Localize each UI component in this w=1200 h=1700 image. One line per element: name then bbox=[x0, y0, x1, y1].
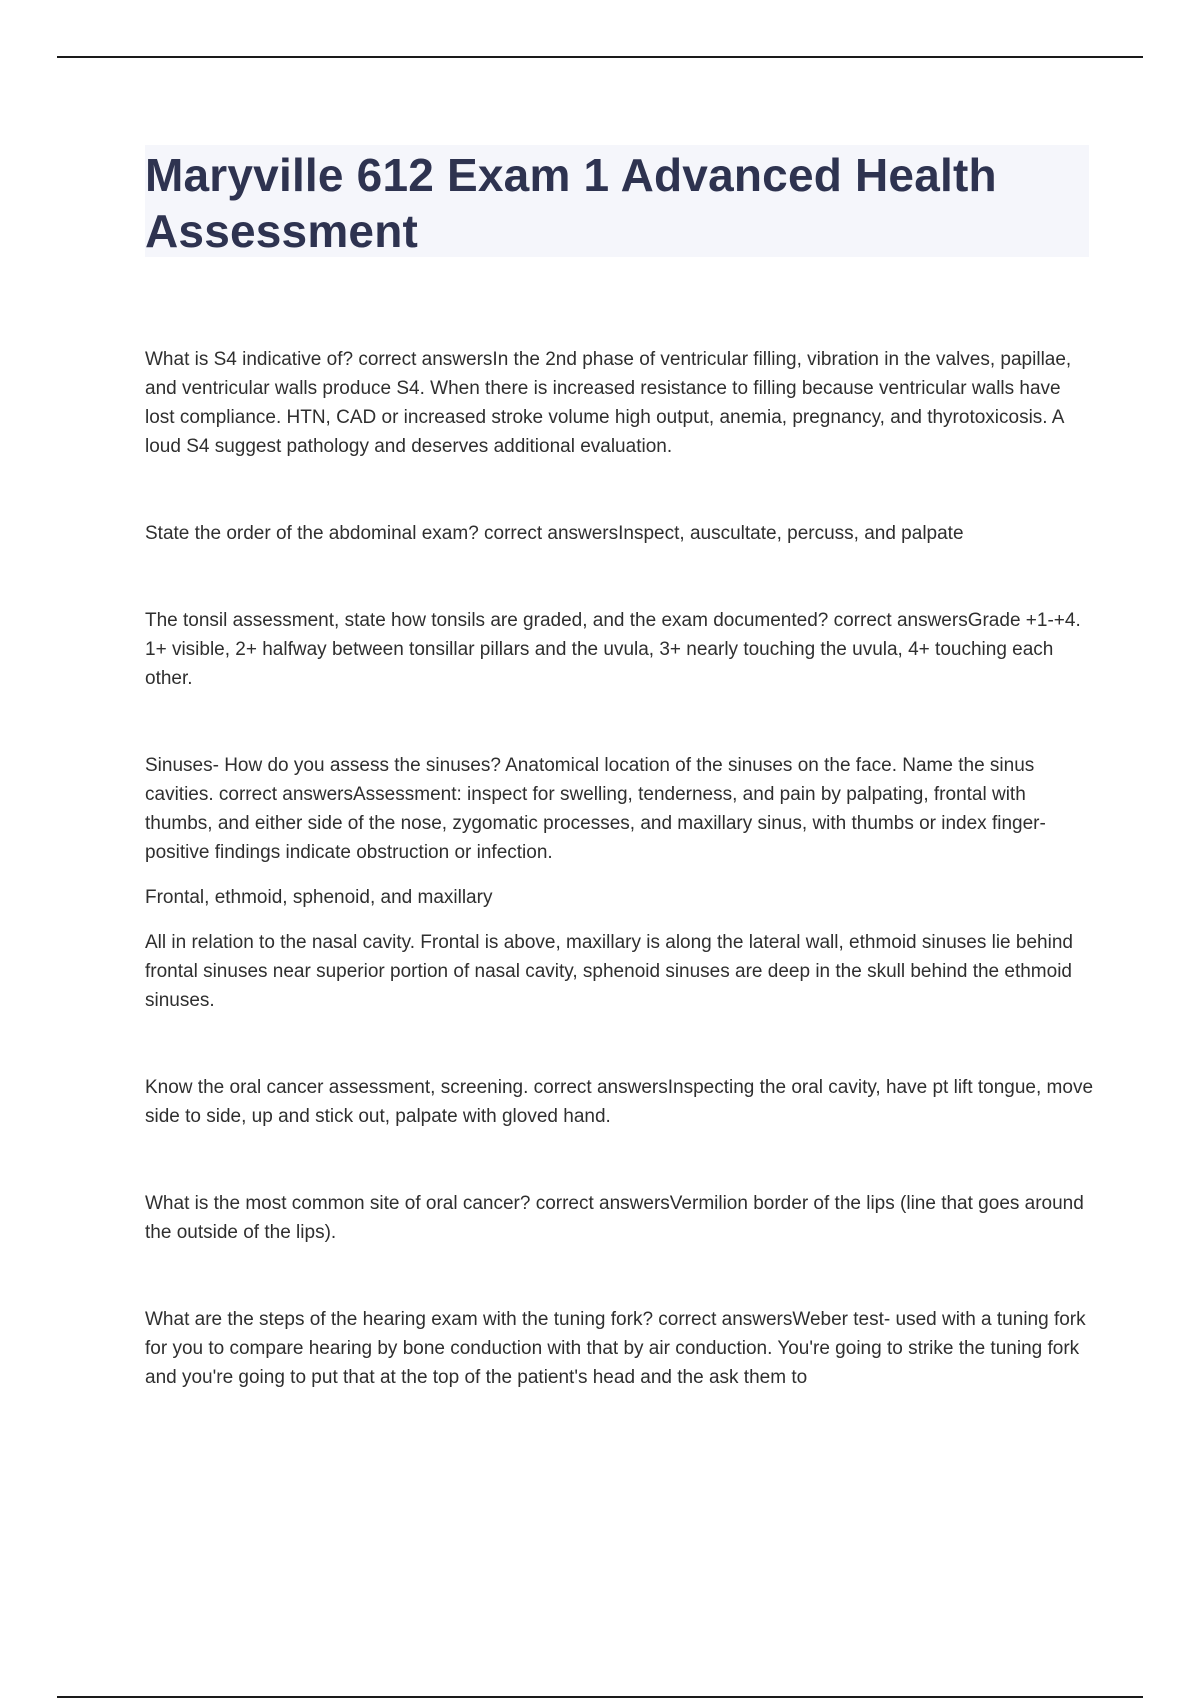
footer-rule bbox=[57, 1696, 1143, 1698]
qa-entry bbox=[145, 751, 1093, 1015]
qa-paragraph: What is S4 indicative of? correct answersIn the 2nd phase of ventricular filling, vibration in the valves, papillae, and ventricular walls produce S4. When there is increased resistance to filling because ventricular walls have lost compliance. HTN, CAD or increased stroke volume high output, anemia, pregnancy, and thyrotoxicosis. A loud S4 suggest pathology and deserves additional evaluation. bbox=[145, 349, 1072, 457]
header-rule bbox=[57, 56, 1143, 58]
qa-paragraph: Frontal, ethmoid, sphenoid, and maxillary bbox=[145, 887, 493, 908]
qa-list bbox=[145, 345, 1093, 1408]
qa-entry bbox=[145, 345, 1093, 461]
qa-paragraph: Know the oral cancer assessment, screening. correct answersInspecting the oral cavity, have pt lift tongue, move side to side, up and stick out, palpate with gloved hand. bbox=[145, 1077, 1094, 1127]
qa-paragraph: All in relation to the nasal cavity. Frontal is above, maxillary is along the lateral wall, ethmoid sinuses lie behind frontal sinuses near superior portion of nasal cavity, sphenoid sinuses are deep in the skull behind the ethmoid sinuses. bbox=[145, 932, 1073, 1011]
page-title: Maryville 612 Exam 1 Advanced Health Assessment bbox=[145, 149, 997, 257]
qa-entry bbox=[145, 1305, 1093, 1392]
qa-entry bbox=[145, 606, 1093, 693]
title-banner bbox=[145, 145, 1089, 257]
qa-paragraph: The tonsil assessment, state how tonsils are graded, and the exam documented? correct answersGrade +1-+4. 1+ visible, 2+ halfway between tonsillar pillars and the uvula, 3+ nearly touching the uvula, 4+ touching each other. bbox=[145, 610, 1081, 689]
qa-entry bbox=[145, 1073, 1093, 1131]
qa-paragraph: What are the steps of the hearing exam with the tuning fork? correct answersWeber test- used with a tuning fork for you to compare hearing by bone conduction with that by air conduction. You're going to strike the tuning fork and you're going to put that at the top of the patient's head and the ask them to bbox=[145, 1309, 1086, 1388]
qa-entry bbox=[145, 1189, 1093, 1247]
qa-entry bbox=[145, 519, 1093, 548]
qa-paragraph: State the order of the abdominal exam? correct answersInspect, auscultate, percuss, and palpate bbox=[145, 523, 964, 544]
qa-paragraph: What is the most common site of oral cancer? correct answersVermilion border of the lips (line that goes around the outside of the lips). bbox=[145, 1193, 1084, 1243]
qa-paragraph: Sinuses- How do you assess the sinuses? Anatomical location of the sinuses on the face. Name the sinus cavities. correct answersAssessment: inspect for swelling, tenderness, and pain by palpating, frontal with thumbs, and either side of the nose, zygomatic processes, and maxillary sinus, with thumbs or index finger-positive findings indicate obstruction or infection. bbox=[145, 755, 1046, 863]
